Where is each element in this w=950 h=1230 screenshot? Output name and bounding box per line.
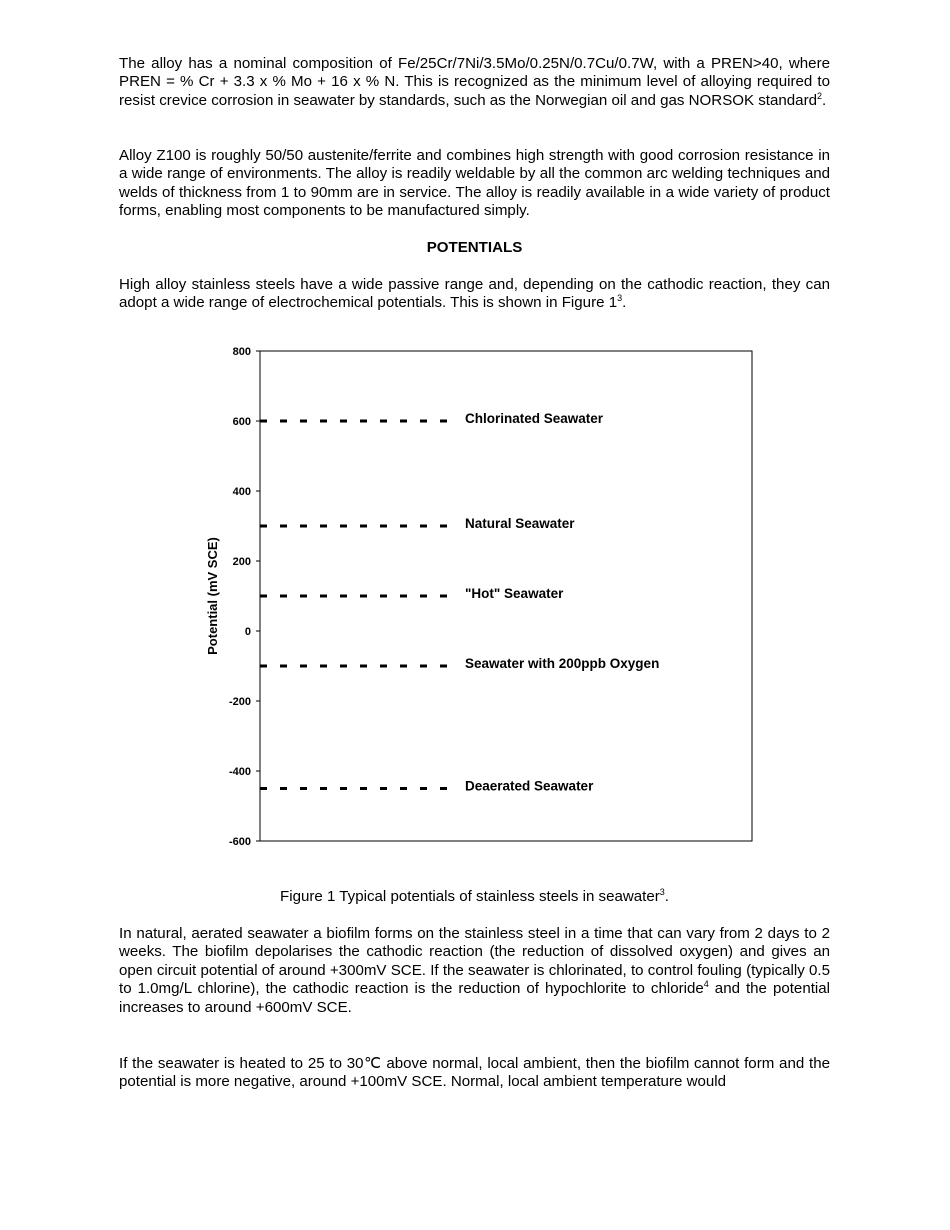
y-tick-label: -400 [228, 766, 251, 778]
y-tick-label: 200 [232, 556, 251, 568]
y-tick-label: 0 [244, 626, 251, 638]
paragraph-biofilm-end: and the potential increases to around +600mV SCE. [119, 980, 831, 1016]
paragraph-potentials-intro [119, 276, 830, 313]
y-tick-label: 400 [232, 486, 251, 498]
y-tick-label: 800 [232, 346, 251, 358]
y-axis-label: Potential (mV SCE) [205, 537, 220, 655]
figure-caption [119, 888, 830, 906]
series-label: Chlorinated Seawater [465, 411, 604, 426]
paragraph-potentials-intro-text: High alloy stainless steels have a wide passive range and, depending on the cathodic reaction, they can adopt a wide range of electrochemical potentials. This is shown in Figure 1 [119, 276, 830, 312]
paragraph-alloy-z100: Alloy Z100 is roughly 50/50 austenite/ferrite and combines high strength with good corrosion resistance in a wide range of environments. The alloy is readily weldable by all the common arc welding techniques and welds of thickness from 1 to 90mm are in service. The alloy is readily available in a wide variety of product forms, enabling most components to be manufactured simply. [119, 147, 830, 220]
series-label: Deaerated Seawater [465, 778, 594, 794]
reference-4: 4 [703, 979, 709, 990]
paragraph-composition-text: The alloy has a nominal composition of Fe/25Cr/7Ni/3.5Mo/0.25N/0.7Cu/0.7W, with a PREN>40, where PREN = % Cr + 3.3 x % Mo + 16 x % N. This is recognized as the minimum level of alloying required to resist crevice corrosion in seawater by standards, such as the Norwegian oil and gas NORSOK standard [119, 55, 830, 109]
caption-reference: 3 [659, 886, 665, 897]
paragraph-heated-seawater: If the seawater is heated to 25 to 30℃ above normal, local ambient, then the biofilm cannot form and the potential is more negative, around +100mV SCE. Normal, local ambient temperature would [119, 1055, 830, 1091]
paragraph-biofilm [119, 925, 830, 1017]
series-label: Natural Seawater [465, 516, 575, 531]
potential-chart [180, 335, 780, 870]
paragraph-biofilm-text: In natural, aerated seawater a biofilm forms on the stainless steel in a time that can vary from 2 days to 2 weeks. The biofilm depolarises the cathodic reaction (the reduction of dissolved oxygen) and gives an open circuit potential of around +300mV SCE. If the seawater is chlorinated, to control fouling (typically 0.5 to 1.0mg/L chlorine), the cathodic reaction is the reduction of hypochlorite to chloride [119, 925, 830, 998]
paragraph-composition [119, 55, 830, 110]
reference-2: 2 [817, 90, 823, 101]
y-tick-label: -600 [228, 836, 251, 848]
potential-chart-svg [180, 335, 780, 865]
y-tick-label: -200 [228, 696, 251, 708]
reference-3: 3 [617, 293, 623, 304]
series-label: "Hot" Seawater [465, 586, 564, 601]
paragraph-potentials-intro-end: . [622, 294, 627, 312]
paragraph-composition-end: . [822, 91, 827, 109]
series-label: Seawater with 200ppb Oxygen [465, 656, 660, 671]
figure-caption-text: Figure 1 Typical potentials of stainless steels in seawater [280, 888, 660, 905]
y-tick-label: 600 [232, 416, 251, 428]
figure-caption-end: . [664, 888, 669, 905]
section-heading: POTENTIALS [426, 239, 523, 256]
